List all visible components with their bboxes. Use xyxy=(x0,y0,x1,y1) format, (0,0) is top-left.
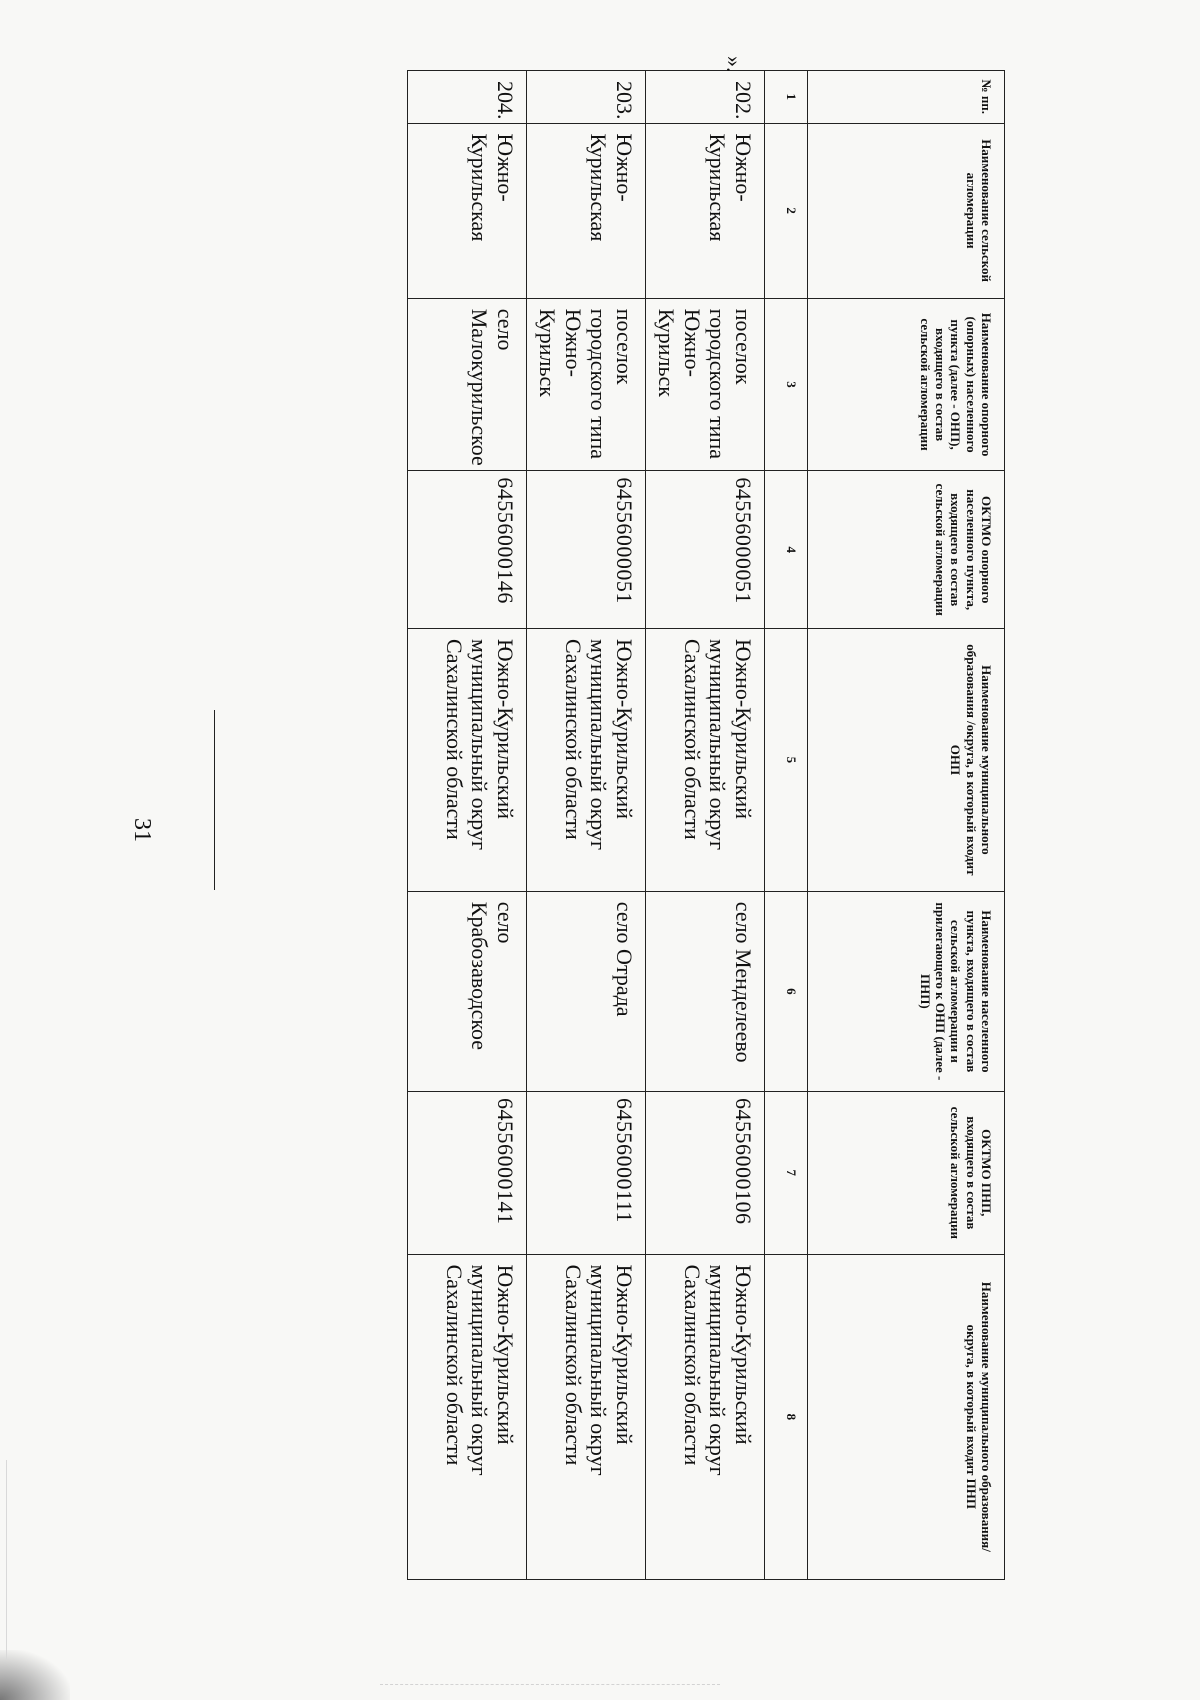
table-row xyxy=(527,71,646,1580)
column-number: 4 xyxy=(765,471,808,629)
pnp-oktmo: 64556000141 xyxy=(408,1091,527,1254)
onp-name: поселок городского типа Южно-Курильск xyxy=(527,298,646,471)
end-rule xyxy=(214,710,215,890)
header-col-3: Наименование опорного (опорных) населенного пункта (далее - ОНП), входящего в состав сельской агломерации xyxy=(808,298,1005,471)
onp-name: село Малокурильское xyxy=(408,298,527,471)
agglomeration-name: Южно-Курильская xyxy=(527,123,646,298)
pnp-oktmo: 64556000111 xyxy=(527,1091,646,1254)
pnp-name: село Менделеево xyxy=(646,891,765,1091)
agglomeration-table xyxy=(407,70,1005,1580)
column-number: 8 xyxy=(765,1254,808,1579)
column-number: 3 xyxy=(765,298,808,471)
column-number-row xyxy=(765,71,808,1580)
row-number: 204. xyxy=(408,71,527,124)
onp-municipality: Южно-Курильский муниципальный округ Сахалинской области xyxy=(527,629,646,892)
scan-bottom-noise xyxy=(380,1684,720,1688)
agglomeration-name: Южно-Курильская xyxy=(646,123,765,298)
pnp-name: село Отрада xyxy=(527,891,646,1091)
column-number: 6 xyxy=(765,891,808,1091)
table-header-row xyxy=(808,71,1005,1580)
pnp-oktmo: 64556000106 xyxy=(646,1091,765,1254)
row-number: 202. xyxy=(646,71,765,124)
scan-edge-line xyxy=(6,1460,7,1660)
pnp-municipality: Южно-Курильский муниципальный округ Сахалинской области xyxy=(408,1254,527,1579)
closing-quote-mark: ». xyxy=(722,56,747,73)
table-row xyxy=(646,71,765,1580)
header-col-4: ОКТМО опорного населенного пункта, входящего в состав сельской агломерации xyxy=(808,471,1005,629)
header-col-8: Наименование муниципального образования/округа, в который входит ПНП xyxy=(808,1254,1005,1579)
pnp-municipality: Южно-Курильский муниципальный округ Сахалинской области xyxy=(646,1254,765,1579)
scan-shadow xyxy=(0,1650,70,1700)
onp-municipality: Южно-Курильский муниципальный округ Сахалинской области xyxy=(408,629,527,892)
header-col-7: ОКТМО ПНП, входящего в состав сельской агломерации xyxy=(808,1091,1005,1254)
column-number: 2 xyxy=(765,123,808,298)
column-number: 7 xyxy=(765,1091,808,1254)
header-col-1: № пп. xyxy=(808,71,1005,124)
onp-oktmo: 64556000051 xyxy=(527,471,646,629)
page-number: 31 xyxy=(129,818,155,842)
onp-oktmo: 64556000051 xyxy=(646,471,765,629)
onp-name: поселок городского типа Южно-Курильск xyxy=(646,298,765,471)
row-number: 203. xyxy=(527,71,646,124)
pnp-name: село Крабозаводское xyxy=(408,891,527,1091)
rotated-sheet xyxy=(129,56,1005,1580)
table-row xyxy=(408,71,527,1580)
column-number: 5 xyxy=(765,629,808,892)
agglomeration-name: Южно-Курильская xyxy=(408,123,527,298)
header-col-2: Наименование сельской агломерации xyxy=(808,123,1005,298)
pnp-municipality: Южно-Курильский муниципальный округ Сахалинской области xyxy=(527,1254,646,1579)
column-number: 1 xyxy=(765,71,808,124)
header-col-6: Наименование населенного пункта, входящего в состав сельской агломерации и прилегающего к ОНП (далее - ПНП) xyxy=(808,891,1005,1091)
header-col-5: Наименование муниципального образования /округа, в который входит ОНП xyxy=(808,629,1005,892)
onp-oktmo: 64556000146 xyxy=(408,471,527,629)
onp-municipality: Южно-Курильский муниципальный округ Сахалинской области xyxy=(646,629,765,892)
